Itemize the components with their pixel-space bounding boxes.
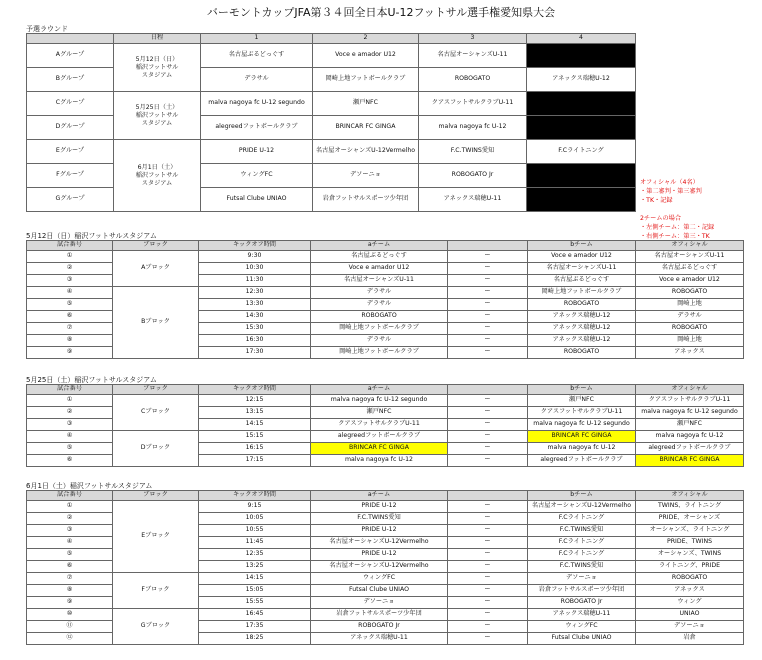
empty-slot — [527, 116, 636, 140]
team-b: 岩倉フットサルスポーツ少年団 — [528, 585, 636, 597]
col-vs — [448, 491, 528, 501]
match-no: ③ — [27, 275, 113, 287]
header-slot-1: 1 — [201, 34, 313, 44]
col-match-no: 試合番号 — [27, 385, 113, 395]
team-a: アネックス瑞穂U-11 — [311, 633, 448, 645]
team-b: クアスフットサルクラブU-11 — [528, 407, 636, 419]
kickoff: 10:30 — [199, 263, 311, 275]
match-no: ① — [27, 395, 113, 407]
team-b: malva nagoya fc U-12 segundo — [528, 419, 636, 431]
official: クアスフットサルクラブU-11 — [636, 395, 744, 407]
group-name: Gグループ — [27, 188, 114, 212]
team-b: ROBOGATO — [528, 347, 636, 359]
block-name: Dブロック — [113, 431, 199, 467]
col-block: ブロック — [113, 241, 199, 251]
team-b: 岡崎上地フットボールクラブ — [528, 287, 636, 299]
date-line: 5月25日（土） — [135, 103, 179, 111]
kickoff: 15:15 — [199, 431, 311, 443]
team-a: PRIDE U-12 — [311, 525, 448, 537]
kickoff: 13:25 — [199, 561, 311, 573]
col-official: オフィシャル — [636, 491, 744, 501]
group-team: 名古屋オーシャンズU-12Vermelho — [313, 140, 419, 164]
kickoff: 12:35 — [199, 549, 311, 561]
team-a: ウィングFC — [311, 573, 448, 585]
team-b: 名古屋オーシャンズU-12Vermelho — [528, 501, 636, 513]
vs: ー — [448, 323, 528, 335]
team-b: ROBOGATO Jr — [528, 597, 636, 609]
kickoff: 16:30 — [199, 335, 311, 347]
vs: ー — [448, 455, 528, 467]
team-b: 瀬戸NFC — [528, 395, 636, 407]
block-name: Fブロック — [113, 573, 199, 609]
team-a: 岩倉フットサルスポーツ少年団 — [311, 609, 448, 621]
preliminary-table — [26, 33, 636, 212]
empty-slot — [527, 44, 636, 68]
vs: ー — [448, 299, 528, 311]
official: デラサル — [636, 311, 744, 323]
col-block: ブロック — [113, 385, 199, 395]
team-b: F.Cライトニング — [528, 549, 636, 561]
col-block: ブロック — [113, 491, 199, 501]
col-official: オフィシャル — [636, 385, 744, 395]
kickoff: 17:15 — [199, 455, 311, 467]
match-no: ① — [27, 501, 113, 513]
team-a: alegreedフットボールクラブ — [311, 431, 448, 443]
kickoff: 14:15 — [199, 573, 311, 585]
team-a: ROBOGATO — [311, 311, 448, 323]
kickoff: 13:30 — [199, 299, 311, 311]
group-name: Bグループ — [27, 68, 114, 92]
official: UNIAO — [636, 609, 744, 621]
venue-line: スタジアム — [141, 179, 173, 187]
official: malva nagoya fc U-12 — [636, 431, 744, 443]
kickoff: 16:45 — [199, 609, 311, 621]
venue-line: スタジアム — [141, 119, 173, 127]
match-no: ⑥ — [27, 455, 113, 467]
group-team: alegreedフットボールクラブ — [201, 116, 313, 140]
match-no: ⑤ — [27, 299, 113, 311]
match-no: ⑥ — [27, 561, 113, 573]
official: アネックス — [636, 585, 744, 597]
team-b: デソーニョ — [528, 573, 636, 585]
team-a: PRIDE U-12 — [311, 549, 448, 561]
kickoff: 14:30 — [199, 311, 311, 323]
group-team: F.C.TWINS愛知 — [419, 140, 527, 164]
match-no: ⑩ — [27, 609, 113, 621]
group-name: Cグループ — [27, 92, 114, 116]
vs: ー — [448, 621, 528, 633]
official: 名古屋ぶるどっぐす — [636, 263, 744, 275]
kickoff: 17:35 — [199, 621, 311, 633]
group-date — [114, 92, 201, 140]
team-b: アネックス瑞穂U-12 — [528, 335, 636, 347]
official-highlighted: BRINCAR FC GINGA — [636, 455, 744, 467]
team-a: 名古屋ぶるどっぐす — [311, 251, 448, 263]
group-team: 岩倉フットサルスポーツ少年団 — [313, 188, 419, 212]
team-b: F.C.TWINS愛知 — [528, 525, 636, 537]
match-no: ⑧ — [27, 335, 113, 347]
date-line: 6月1日（土） — [137, 163, 177, 171]
team-a: malva nagoya fc U-12 segundo — [311, 395, 448, 407]
match-no: ⑦ — [27, 573, 113, 585]
match-no: ⑦ — [27, 323, 113, 335]
block-name: Eブロック — [113, 501, 199, 573]
note-line — [640, 205, 760, 214]
col-kickoff: キックオフ時間 — [199, 491, 311, 501]
match-no: ④ — [27, 287, 113, 299]
group-team: アネックス瑞穂U-12 — [527, 68, 636, 92]
group-name: Dグループ — [27, 116, 114, 140]
vs: ー — [448, 501, 528, 513]
group-team: malva nagoya fc U-12 — [419, 116, 527, 140]
group-team: ROBOGATO — [419, 68, 527, 92]
official: PRIDE、TWINS — [636, 537, 744, 549]
team-a: クアスフットサルクラブU-11 — [311, 419, 448, 431]
kickoff: 11:45 — [199, 537, 311, 549]
kickoff: 13:15 — [199, 407, 311, 419]
group-date — [114, 140, 201, 212]
team-b: Voce e amador U12 — [528, 251, 636, 263]
header-date: 日程 — [114, 34, 201, 44]
official: TWINS、ライトニング — [636, 501, 744, 513]
team-b: 名古屋オーシャンズU-11 — [528, 263, 636, 275]
team-a: 名古屋オーシャンズU-12Vermelho — [311, 537, 448, 549]
kickoff: 17:30 — [199, 347, 311, 359]
vs: ー — [448, 549, 528, 561]
note-line: オフィシャル（4名） — [640, 179, 699, 186]
group-name: Aグループ — [27, 44, 114, 68]
team-a: Voce e amador U12 — [311, 263, 448, 275]
official: ROBOGATO — [636, 287, 744, 299]
team-a: PRIDE U-12 — [311, 501, 448, 513]
group-team: ウィングFC — [201, 164, 313, 188]
kickoff: 9:30 — [199, 251, 311, 263]
official: PRIDE、オーシャンズ — [636, 513, 744, 525]
vs: ー — [448, 537, 528, 549]
match-no: ④ — [27, 431, 113, 443]
schedule-table-day2 — [26, 384, 744, 467]
group-team: Voce e amador U12 — [313, 44, 419, 68]
group-team: malva nagoya fc U-12 segundo — [201, 92, 313, 116]
team-a: デラサル — [311, 335, 448, 347]
venue-line: 稲沢フットサル — [135, 111, 179, 119]
header-blank — [27, 34, 114, 44]
group-team: デラサル — [201, 68, 313, 92]
vs: ー — [448, 443, 528, 455]
kickoff: 15:30 — [199, 323, 311, 335]
page-title: バーモントカップJFA第３４回全日本U-12フットサル選手権愛知県大会 — [206, 6, 556, 19]
match-no: ⑤ — [27, 549, 113, 561]
venue-line: スタジアム — [141, 71, 173, 79]
block-name: Bブロック — [113, 287, 199, 359]
vs: ー — [448, 525, 528, 537]
match-no: ⑧ — [27, 585, 113, 597]
col-kickoff: キックオフ時間 — [199, 241, 311, 251]
official-notes — [640, 178, 760, 241]
group-team: クアスフットサルクラブU-11 — [419, 92, 527, 116]
col-team-b: bチーム — [528, 385, 636, 395]
kickoff: 12:30 — [199, 287, 311, 299]
kickoff: 11:30 — [199, 275, 311, 287]
official: 名古屋オーシャンズU-11 — [636, 251, 744, 263]
group-team: Futsal Clube UNIAO — [201, 188, 313, 212]
team-a: 名古屋オーシャンズU-11 — [311, 275, 448, 287]
official: ROBOGATO — [636, 323, 744, 335]
official: 瀬戸NFC — [636, 419, 744, 431]
vs: ー — [448, 407, 528, 419]
team-a: デラサル — [311, 299, 448, 311]
group-team: 岡崎上地フットボールクラブ — [313, 68, 419, 92]
team-b: アネックス瑞穂U-12 — [528, 323, 636, 335]
official: alegreedフットボールクラブ — [636, 443, 744, 455]
col-team-a: aチーム — [311, 491, 448, 501]
team-b: アネックス瑞穂U-12 — [528, 311, 636, 323]
header-slot-4: 4 — [527, 34, 636, 44]
team-b-highlighted: BRINCAR FC GINGA — [528, 431, 636, 443]
match-no: ⑫ — [27, 633, 113, 645]
group-date — [114, 44, 201, 92]
vs: ー — [448, 419, 528, 431]
kickoff: 12:15 — [199, 395, 311, 407]
vs: ー — [448, 287, 528, 299]
team-a: 瀬戸NFC — [311, 407, 448, 419]
header-slot-3: 3 — [419, 34, 527, 44]
vs: ー — [448, 597, 528, 609]
col-team-b: bチーム — [528, 241, 636, 251]
team-b: アネックス瑞穂U-11 — [528, 609, 636, 621]
official: ライトニング、PRIDE — [636, 561, 744, 573]
group-team: ROBOGATO Jr — [419, 164, 527, 188]
vs: ー — [448, 561, 528, 573]
official: Voce e amador U12 — [636, 275, 744, 287]
team-b: F.C.TWINS愛知 — [528, 561, 636, 573]
group-team: デソーニョ — [313, 164, 419, 188]
match-no: ③ — [27, 525, 113, 537]
match-no: ⑨ — [27, 597, 113, 609]
team-b: 名古屋ぶるどっぐす — [528, 275, 636, 287]
kickoff: 15:55 — [199, 597, 311, 609]
team-b: Futsal Clube UNIAO — [528, 633, 636, 645]
match-no: ② — [27, 407, 113, 419]
group-team: 瀬戸NFC — [313, 92, 419, 116]
col-team-a: aチーム — [311, 241, 448, 251]
team-a: 岡崎上地フットボールクラブ — [311, 323, 448, 335]
col-team-b: bチーム — [528, 491, 636, 501]
team-b: F.Cライトニング — [528, 537, 636, 549]
match-no: ⑥ — [27, 311, 113, 323]
block-name: Gブロック — [113, 609, 199, 645]
col-vs — [448, 241, 528, 251]
team-a: F.C.TWINS愛知 — [311, 513, 448, 525]
day-label: 6月1日（土）稲沢フットサルスタジアム — [26, 482, 153, 490]
schedule-table-day1 — [26, 240, 744, 359]
vs: ー — [448, 335, 528, 347]
team-a: ROBOGATO Jr — [311, 621, 448, 633]
col-match-no: 試合番号 — [27, 241, 113, 251]
group-team: F.Cライトニング — [527, 140, 636, 164]
day-label: 5月25日（土）稲沢フットサルスタジアム — [26, 376, 157, 384]
vs: ー — [448, 609, 528, 621]
vs: ー — [448, 275, 528, 287]
match-no: ② — [27, 513, 113, 525]
group-name: Eグループ — [27, 140, 114, 164]
vs: ー — [448, 573, 528, 585]
official: 岡崎上地 — [636, 299, 744, 311]
team-a: malva nagoya fc U-12 — [311, 455, 448, 467]
official: 岡崎上地 — [636, 335, 744, 347]
block-name: Aブロック — [113, 251, 199, 287]
empty-slot — [527, 188, 636, 212]
date-line: 5月12日（日） — [135, 55, 179, 63]
official: オーシャンズ、ライトニング — [636, 525, 744, 537]
day-label: 5月12日（日）稲沢フットサルスタジアム — [26, 232, 157, 240]
group-team: 名古屋オーシャンズU-11 — [419, 44, 527, 68]
col-kickoff: キックオフ時間 — [199, 385, 311, 395]
vs: ー — [448, 311, 528, 323]
col-team-a: aチーム — [311, 385, 448, 395]
team-b: ウィングFC — [528, 621, 636, 633]
team-a: 名古屋オーシャンズU-12Vermelho — [311, 561, 448, 573]
group-name: Fグループ — [27, 164, 114, 188]
kickoff: 14:15 — [199, 419, 311, 431]
match-no: ④ — [27, 537, 113, 549]
group-team: アネックス瑞穂U-11 — [419, 188, 527, 212]
official: ROBOGATO — [636, 573, 744, 585]
team-a: デラサル — [311, 287, 448, 299]
note-line: ・第二審判・第三審判 — [640, 188, 702, 195]
empty-slot — [527, 164, 636, 188]
venue-line: 稲沢フットサル — [135, 171, 179, 179]
match-no: ⑤ — [27, 443, 113, 455]
kickoff: 18:25 — [199, 633, 311, 645]
official: malva nagoya fc U-12 segundo — [636, 407, 744, 419]
kickoff: 16:15 — [199, 443, 311, 455]
official: デソーニョ — [636, 621, 744, 633]
group-team: BRINCAR FC GINGA — [313, 116, 419, 140]
team-b: alegreedフットボールクラブ — [528, 455, 636, 467]
schedule-table-day3 — [26, 490, 744, 645]
note-line: ・左側チーム：第二・記録 — [640, 224, 715, 231]
official: 岩倉 — [636, 633, 744, 645]
group-team: 名古屋ぶるどっぐす — [201, 44, 313, 68]
team-b: ROBOGATO — [528, 299, 636, 311]
match-no: ② — [27, 263, 113, 275]
vs: ー — [448, 513, 528, 525]
vs: ー — [448, 263, 528, 275]
official: アネックス — [636, 347, 744, 359]
empty-slot — [527, 92, 636, 116]
vs: ー — [448, 395, 528, 407]
note-line: ・TK・記録 — [640, 197, 673, 204]
official: ウィング — [636, 597, 744, 609]
kickoff: 10:55 — [199, 525, 311, 537]
vs: ー — [448, 585, 528, 597]
match-no: ① — [27, 251, 113, 263]
col-official: オフィシャル — [636, 241, 744, 251]
note-line: ・右側チーム：第三・TK — [640, 233, 710, 240]
match-no: ⑪ — [27, 621, 113, 633]
team-b: F.Cライトニング — [528, 513, 636, 525]
header-slot-2: 2 — [313, 34, 419, 44]
col-vs — [448, 385, 528, 395]
vs: ー — [448, 633, 528, 645]
team-a: Futsal Clube UNIAO — [311, 585, 448, 597]
team-b: malva nagoya fc U-12 — [528, 443, 636, 455]
col-match-no: 試合番号 — [27, 491, 113, 501]
team-a-highlighted: BRINCAR FC GINGA — [311, 443, 448, 455]
team-a: デソーニョ — [311, 597, 448, 609]
team-a: 岡崎上地フットボールクラブ — [311, 347, 448, 359]
vs: ー — [448, 347, 528, 359]
kickoff: 9:15 — [199, 501, 311, 513]
note-line: 2チームの場合 — [640, 215, 682, 222]
block-name: Cブロック — [113, 395, 199, 431]
match-no: ⑨ — [27, 347, 113, 359]
official: オーシャンズ、TWINS — [636, 549, 744, 561]
vs: ー — [448, 251, 528, 263]
kickoff: 10:05 — [199, 513, 311, 525]
venue-line: 稲沢フットサル — [135, 63, 179, 71]
vs: ー — [448, 431, 528, 443]
match-no: ③ — [27, 419, 113, 431]
group-team: PRIDE U-12 — [201, 140, 313, 164]
kickoff: 15:05 — [199, 585, 311, 597]
preliminary-label: 予選ラウンド — [26, 25, 68, 33]
